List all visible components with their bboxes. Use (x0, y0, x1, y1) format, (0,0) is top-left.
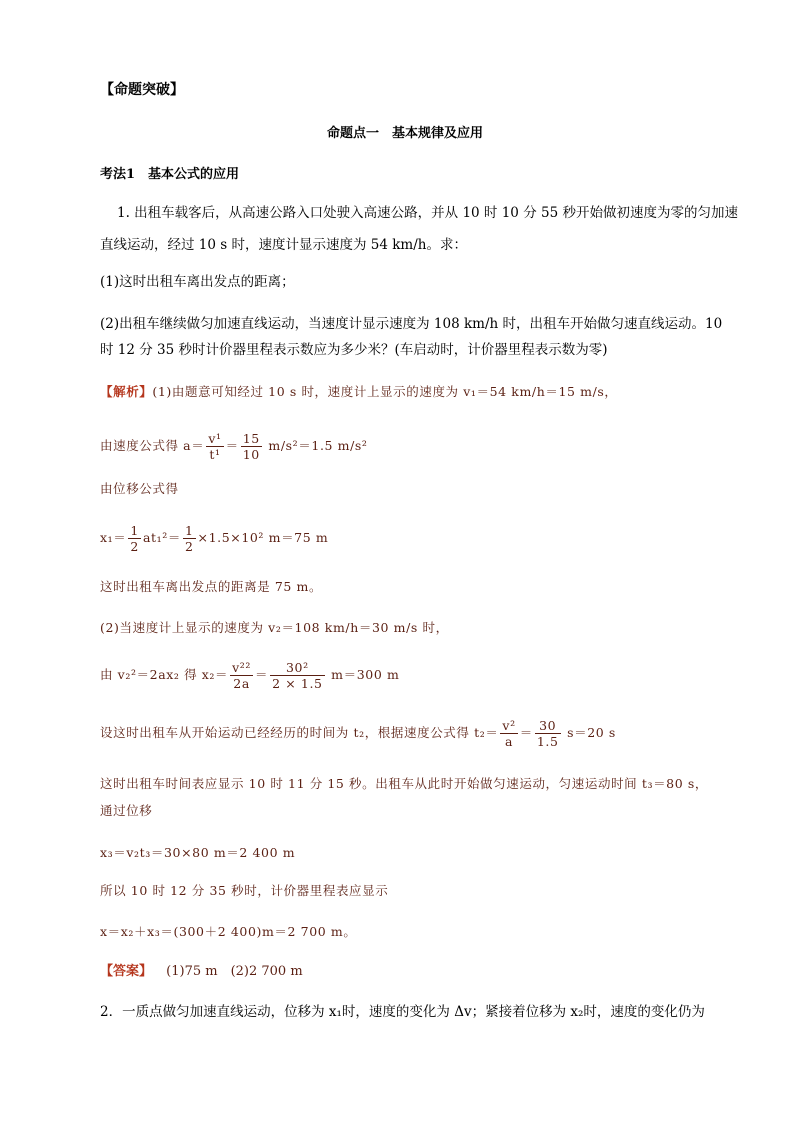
subsection-title: 命题点一 基本规律及应用 (327, 126, 484, 141)
fraction-half-2: $\frac{1}{2}$ (184, 523, 194, 554)
analysis-line1 (100, 383, 618, 401)
fraction-v2-a: $\frac{\text{v²}}{a}$ (502, 718, 516, 749)
fraction-v2sq-2a: $\frac{\text{v²²}}{2a}$ (232, 660, 252, 691)
accel-formula-prefix: 由速度公式得 a＝ (100, 438, 205, 453)
method-title: 考法1 基本公式的应用 (100, 167, 240, 182)
q2-line1: 2．一质点做匀加速直线运动，位移为 x₁时，速度的变化为 Δv；紧接着位移为 x₂时，速度的变化仍为 (100, 1004, 705, 1020)
q1-line1: 1. 出租车载客后，从高速公路入口处驶入高速公路，并从 10 时 10 分 55 秒开始做初速度为零的匀加速 (117, 205, 738, 221)
analysis-line8: 设这时出租车从开始运动已经经历的时间为 t₂，根据速度公式得 t₂＝ $\frac{\text{v²}}{a}$ ＝ $\frac{30}{1.5}$ s＝20 s (100, 718, 616, 749)
answer-line (100, 963, 303, 981)
fraction-v1-t1: $\frac{\text{v¹}}{\text{t¹}}$ (208, 431, 222, 462)
analysis-line13: x＝x₂＋x₃＝(300＋2 400)m＝2 700 m。 (100, 924, 357, 939)
answer-text: (1)75 m (2)2 700 m (166, 964, 303, 979)
fraction-half-1: $\frac{1}{2}$ (130, 523, 139, 554)
fraction-30sq-3: $\frac{\text{30²}}{2 \times 1.5}$ (272, 660, 323, 691)
analysis-line3: 由位移公式得 (100, 481, 179, 496)
analysis-line10: 通过位移 (100, 803, 153, 818)
analysis-line5: 这时出租车离出发点的距离是 75 m。 (100, 579, 323, 594)
analysis-tag: 【解析】 (100, 384, 153, 399)
analysis-line12: 所以 10 时 12 分 35 秒时，计价器里程表应显示 (100, 883, 389, 898)
accel-formula-suffix: m/s²＝1.5 m/s² (268, 438, 368, 453)
q1-part2-line1: (2)出租车继续做匀加速直线运动，当速度计显示速度为 108 km/h 时，出租车开始做匀速直线运动。10 (100, 316, 723, 332)
answer-tag: 【答案】 (100, 964, 153, 979)
fraction-30-1-5: $\frac{30}{1.5}$ (536, 718, 559, 749)
analysis-line4: x₁＝ $\frac{1}{2}$ at₁²＝ $\frac{1}{2}$ ×1.5×10² m＝75 m (100, 523, 329, 554)
analysis-line7: 由 v₂²＝2ax₂ 得 x₂＝ $\frac{\text{v²²}}{2a}$ ＝ $\frac{\text{30²}}{2 \times 1.5}$ m＝300 m (100, 660, 400, 691)
section-title: 【命题突破】 (100, 82, 184, 98)
analysis-line2: 由速度公式得 a＝ $\frac{\text{v¹}}{\text{t¹}}$ ＝ $\frac{15}{10}$ m/s²＝1.5 m/s² (100, 431, 368, 462)
q1-part2-line2: 时 12 分 35 秒时计价器里程表示数应为多少米？(车启动时，计价器里程表示数为零) (100, 342, 608, 358)
q1-line2: 直线运动，经过 10 s 时，速度计显示速度为 54 km/h。求： (100, 237, 467, 253)
analysis-line11: x₃＝v₂t₃＝30×80 m＝2 400 m (100, 845, 296, 860)
analysis-text-1: (1)由题意可知经过 10 s 时，速度计上显示的速度为 v₁＝54 km/h＝15 m/s， (152, 384, 618, 399)
q1-part1: (1)这时出租车离出发点的距离； (100, 274, 295, 290)
analysis-line6: (2)当速度计上显示的速度为 v₂＝108 km/h＝30 m/s 时， (100, 620, 449, 635)
fraction-15-10: $\frac{15}{10}$ (242, 431, 260, 462)
analysis-line9: 这时出租车时间表应显示 10 时 11 分 15 秒。出租车从此时开始做匀速运动，匀速运动时间 t₃＝80 s， (100, 776, 708, 791)
